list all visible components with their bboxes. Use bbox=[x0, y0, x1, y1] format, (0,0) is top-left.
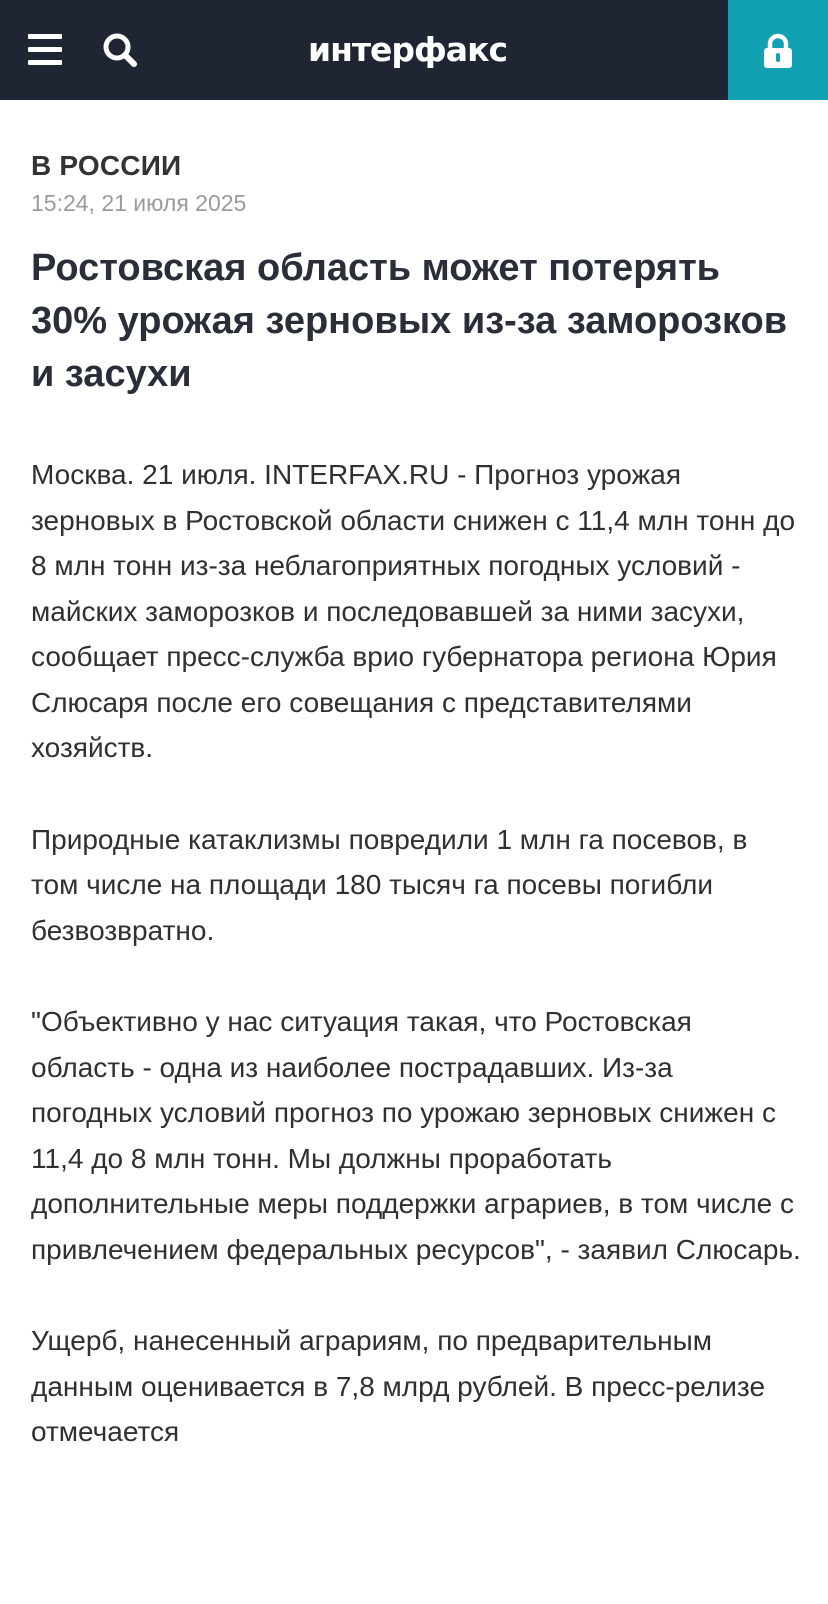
lock-icon bbox=[761, 33, 795, 69]
article-paragraph: "Объективно у нас ситуация такая, что Ростовская область - одна из наиболее пострадавших. Из-за погодных условий прогноз по урожаю зерновых снижен с 11,4 до 8 млн тонн. Мы должны проработать дополнительные меры поддержки аграриев, в том числе с привлечением федеральных ресурсов", - заявил Слюсарь. bbox=[31, 1006, 801, 1265]
article-paragraph: Ущерб, нанесенный аграриям, по предварительным данным оценивается в 7,8 млрд рублей. В пресс-релизе отмечается bbox=[31, 1325, 766, 1447]
search-icon bbox=[100, 30, 142, 72]
article-body bbox=[31, 452, 801, 1501]
article-paragraph: Москва. 21 июля. INTERFAX.RU - Прогноз урожая зерновых в Ростовской области снижен с 11,4 млн тонн до 8 млн тонн из-за неблагоприятных погодных условий - майских заморозков и последовавшей за ними засухи, сообщает пресс-служба врио губернатора региона Юрия Слюсаря после его совещания с представителями хозяйств. bbox=[31, 459, 796, 763]
search-button[interactable] bbox=[100, 30, 142, 72]
article-title: Ростовская область может потерять 30% урожая зерновых из-за заморозков и засухи bbox=[31, 247, 788, 395]
article-paragraph: Природные катаклизмы повредили 1 млн га посевов, в том числе на площади 180 тысяч га посевы погибли безвозвратно. bbox=[31, 823, 748, 946]
top-navigation-bar bbox=[0, 0, 828, 100]
hamburger-icon bbox=[28, 34, 62, 39]
publish-date: 15:24, 21 июля 2025 bbox=[31, 190, 247, 216]
login-button[interactable] bbox=[728, 0, 828, 100]
interfax-logo[interactable] bbox=[308, 28, 528, 72]
menu-button[interactable] bbox=[28, 30, 64, 70]
logo-text: интерфакс bbox=[308, 30, 508, 69]
section-label[interactable]: В РОССИИ bbox=[31, 150, 182, 181]
